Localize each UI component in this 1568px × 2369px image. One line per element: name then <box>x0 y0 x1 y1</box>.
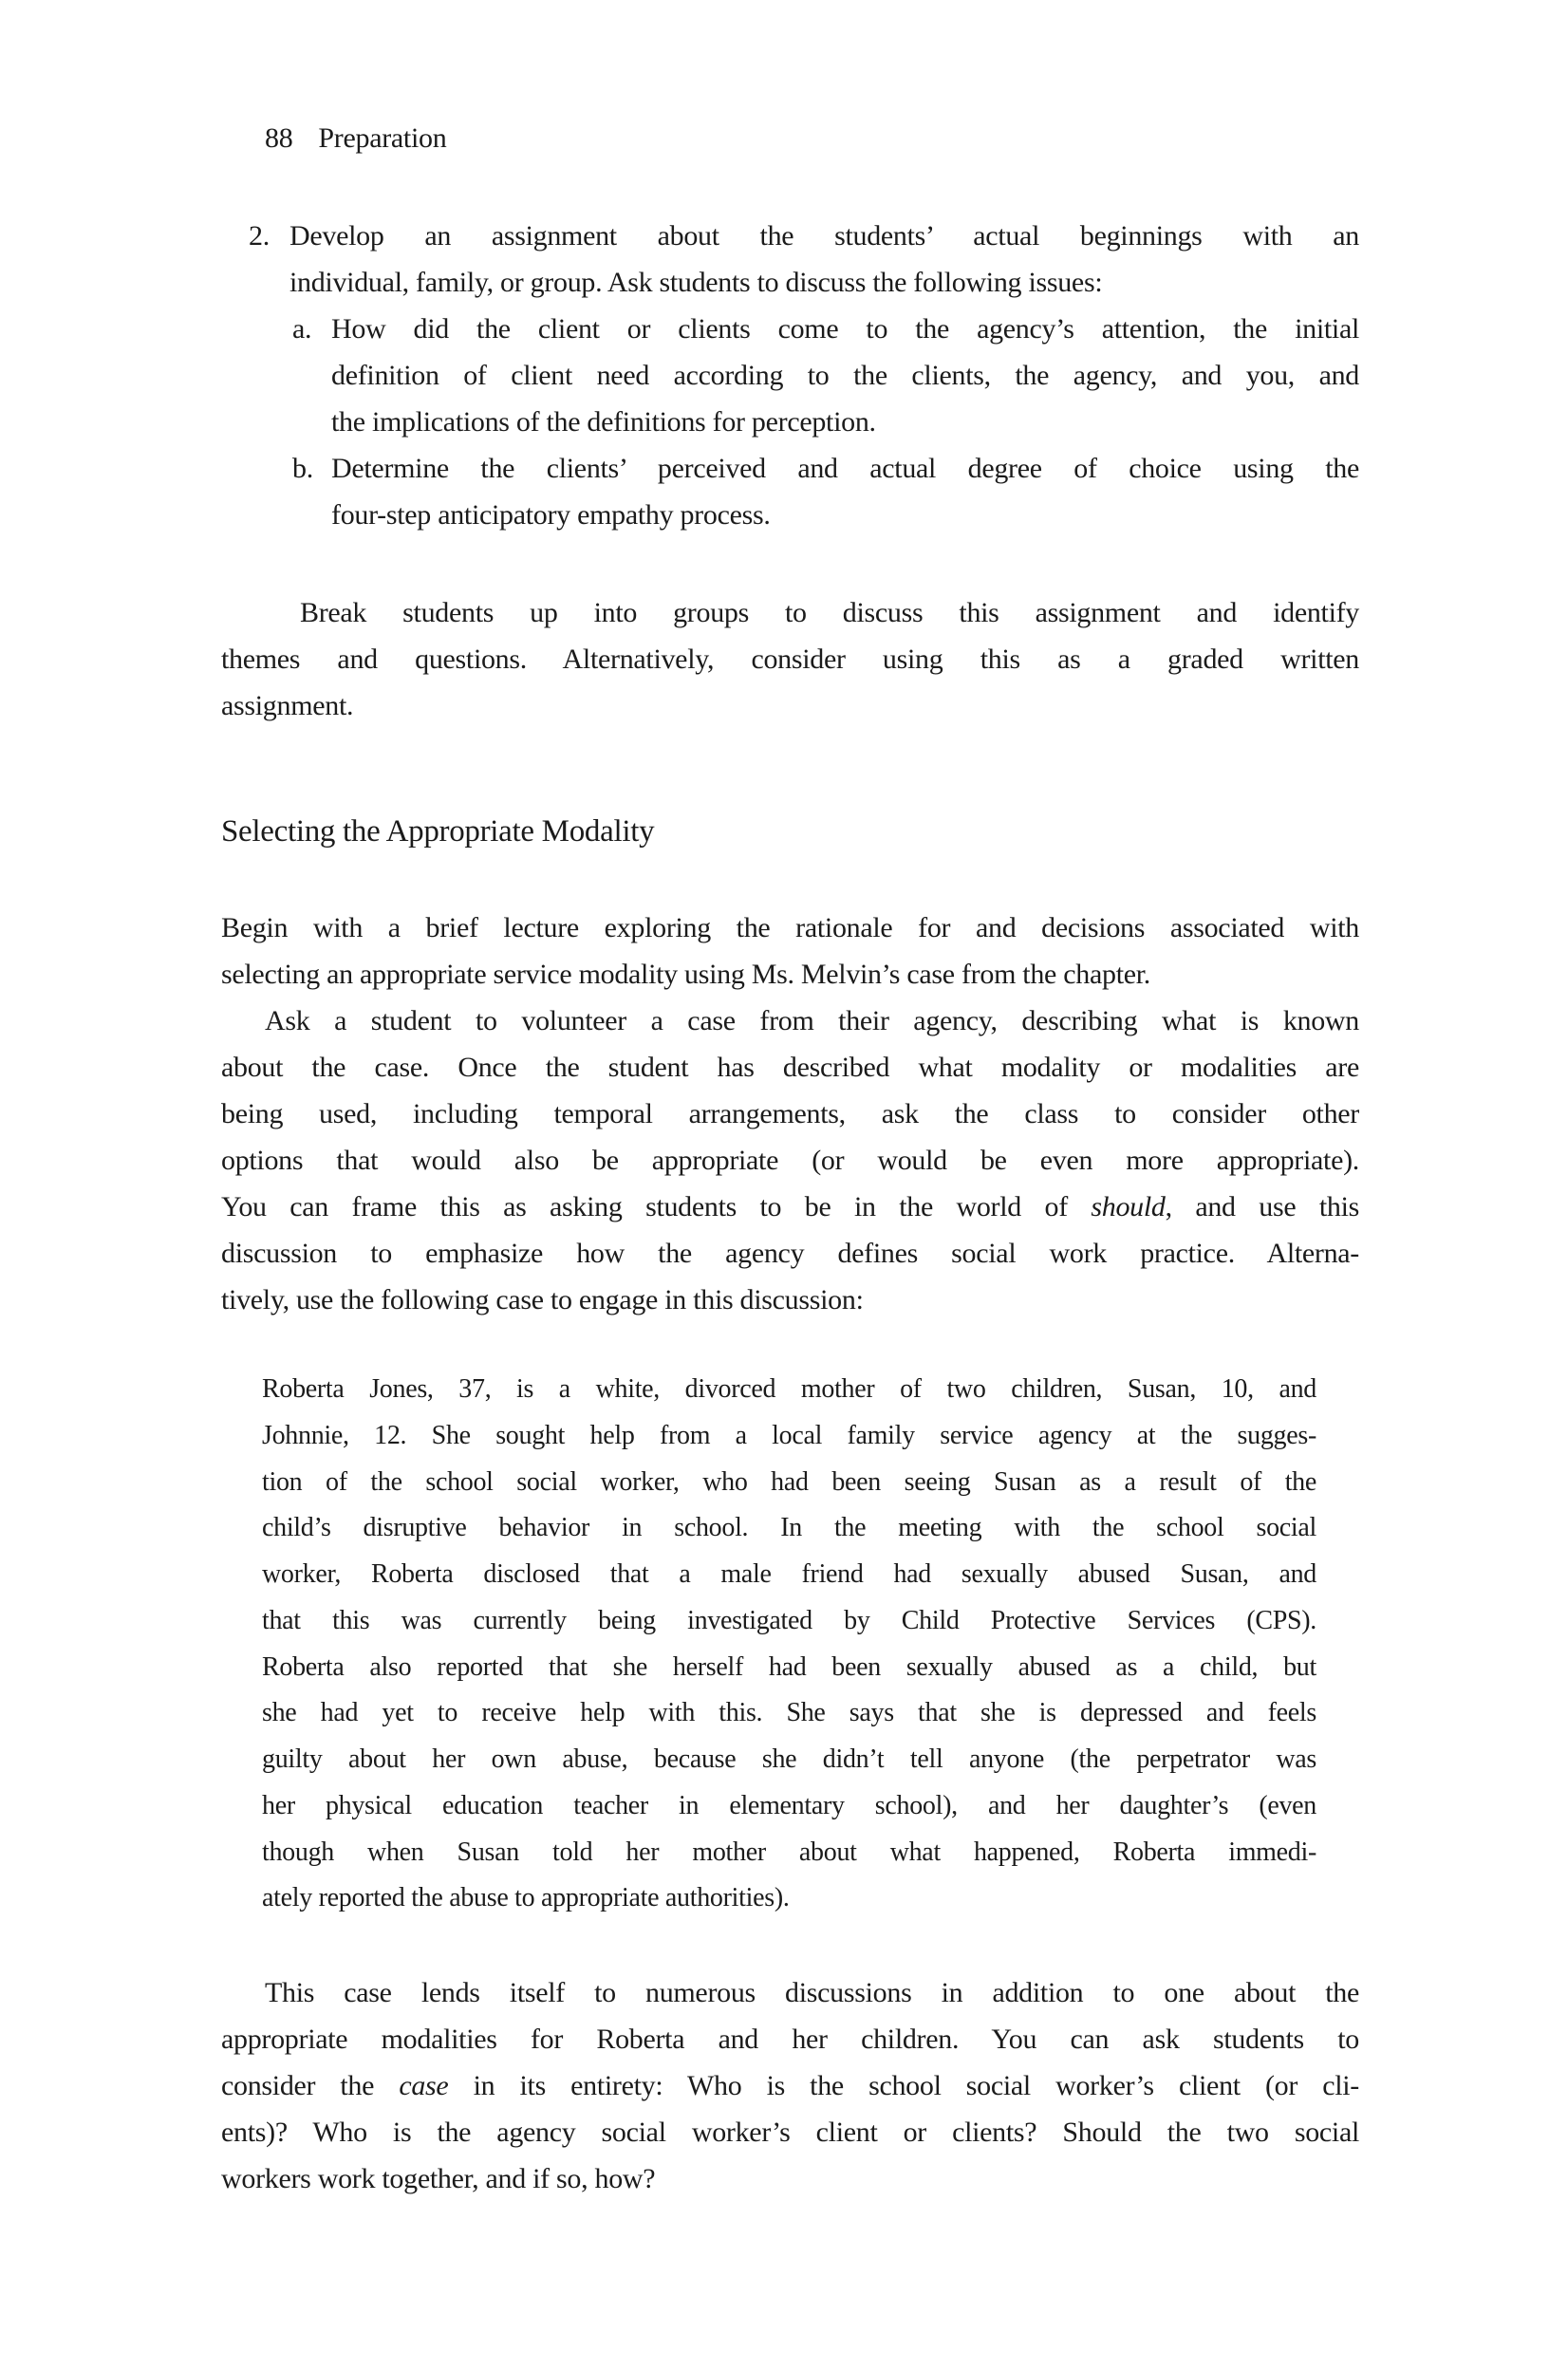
text-line: Determine the clients’ perceived and actual degree of choice using the <box>331 453 1359 484</box>
case-study-block-quote <box>221 1367 1359 1922</box>
text-line: Break students up into groups to discuss this assignment and identify <box>300 597 1359 628</box>
text-line: tion of the school social worker, who had been seeing Susan as a result of the <box>262 1466 1316 1497</box>
paragraph-ask-student <box>221 998 1359 1323</box>
text-line: child’s disruptive behavior in school. In the meeting with the school social <box>262 1513 1316 1543</box>
text-line: Ask a student to volunteer a case from their agency, describing what is known <box>265 1005 1359 1036</box>
book-page <box>221 0 1359 2202</box>
text-line: Roberta also reported that she herself had been sexually abused as a child, but <box>262 1651 1316 1682</box>
text-line: four-step anticipatory empathy process. <box>331 499 771 531</box>
text-line: that this was currently being investigated by Child Protective Services (CPS). <box>262 1605 1316 1635</box>
text-line: Johnnie, 12. She sought help from a local family service agency at the sugges- <box>262 1420 1316 1450</box>
text-line: Develop an assignment about the students’ actual beginnings with an <box>289 220 1359 252</box>
paragraph-begin-lecture <box>221 905 1359 998</box>
running-head <box>221 115 1359 161</box>
text-line: worker, Roberta disclosed that a male friend had sexually abused Susan, and <box>262 1559 1316 1589</box>
list-item-2a-text <box>331 306 1359 445</box>
text-line: about the case. Once the student has described what modality or modalities are <box>221 1052 1359 1083</box>
text-line: guilty about her own abuse, because she didn’t tell anyone (the perpetrator was <box>262 1744 1316 1774</box>
text-line: Roberta Jones, 37, is a white, divorced mother of two children, Susan, 10, and <box>262 1374 1316 1404</box>
list-item-2 <box>221 213 1359 306</box>
list-item-2a-marker: a. <box>292 313 312 345</box>
text-line: consider the case in its entirety: Who is the school social worker’s client (or cli- <box>221 2070 1360 2101</box>
list-item-2-marker: 2. <box>249 220 270 252</box>
text-line: definition of client need according to the clients, the agency, and you, and <box>331 360 1359 391</box>
text-line: themes and questions. Alternatively, consider using this as a graded written <box>221 644 1359 675</box>
text-line: individual, family, or group. Ask students to discuss the following issues: <box>289 267 1103 298</box>
text-line: being used, including temporal arrangements, ask the class to consider other <box>221 1098 1359 1129</box>
list-item-2b-text <box>331 445 1359 538</box>
text-line: options that would also be appropriate (or would be even more appropriate). <box>221 1145 1359 1176</box>
paragraph-break-students <box>221 589 1359 729</box>
text-line: You can frame this as asking students to be in the world of should, and use this <box>221 1191 1359 1222</box>
text-line: her physical education teacher in elementary school), and her daughter’s (even <box>262 1790 1316 1820</box>
text-line: discussion to emphasize how the agency defines social work practice. Alterna- <box>221 1238 1359 1269</box>
text-line: though when Susan told her mother about what happened, Roberta immedi- <box>262 1837 1316 1867</box>
text-line: ents)? Who is the agency social worker’s client or clients? Should the two social <box>221 2117 1359 2148</box>
running-head-title: Preparation <box>318 122 447 154</box>
text-line: ately reported the abuse to appropriate authorities). <box>262 1883 790 1913</box>
list-item-2b-marker: b. <box>292 453 313 484</box>
paragraph-this-case <box>221 1969 1359 2202</box>
page-number: 88 <box>265 122 293 154</box>
text-line: selecting an appropriate service modality using Ms. Melvin’s case from the chapter. <box>221 959 1150 990</box>
text-line: tively, use the following case to engage in this discussion: <box>221 1284 864 1315</box>
numbered-list <box>221 213 1359 538</box>
text-line: the implications of the definitions for perception. <box>331 406 876 438</box>
list-item-2b <box>221 445 1359 538</box>
text-line: This case lends itself to numerous discussions in addition to one about the <box>265 1977 1359 2008</box>
text-line: Begin with a brief lecture exploring the rationale for and decisions associated with <box>221 912 1359 943</box>
list-item-2a <box>221 306 1359 445</box>
list-item-2-text <box>289 213 1359 306</box>
text-line: How did the client or clients come to the agency’s attention, the initial <box>331 313 1359 345</box>
text-line: assignment. <box>221 690 354 721</box>
text-line: workers work together, and if so, how? <box>221 2163 656 2194</box>
section-heading: Selecting the Appropriate Modality <box>221 814 655 849</box>
text-line: appropriate modalities for Roberta and her children. You can ask students to <box>221 2024 1359 2055</box>
text-line: she had yet to receive help with this. She says that she is depressed and feels <box>262 1698 1316 1728</box>
